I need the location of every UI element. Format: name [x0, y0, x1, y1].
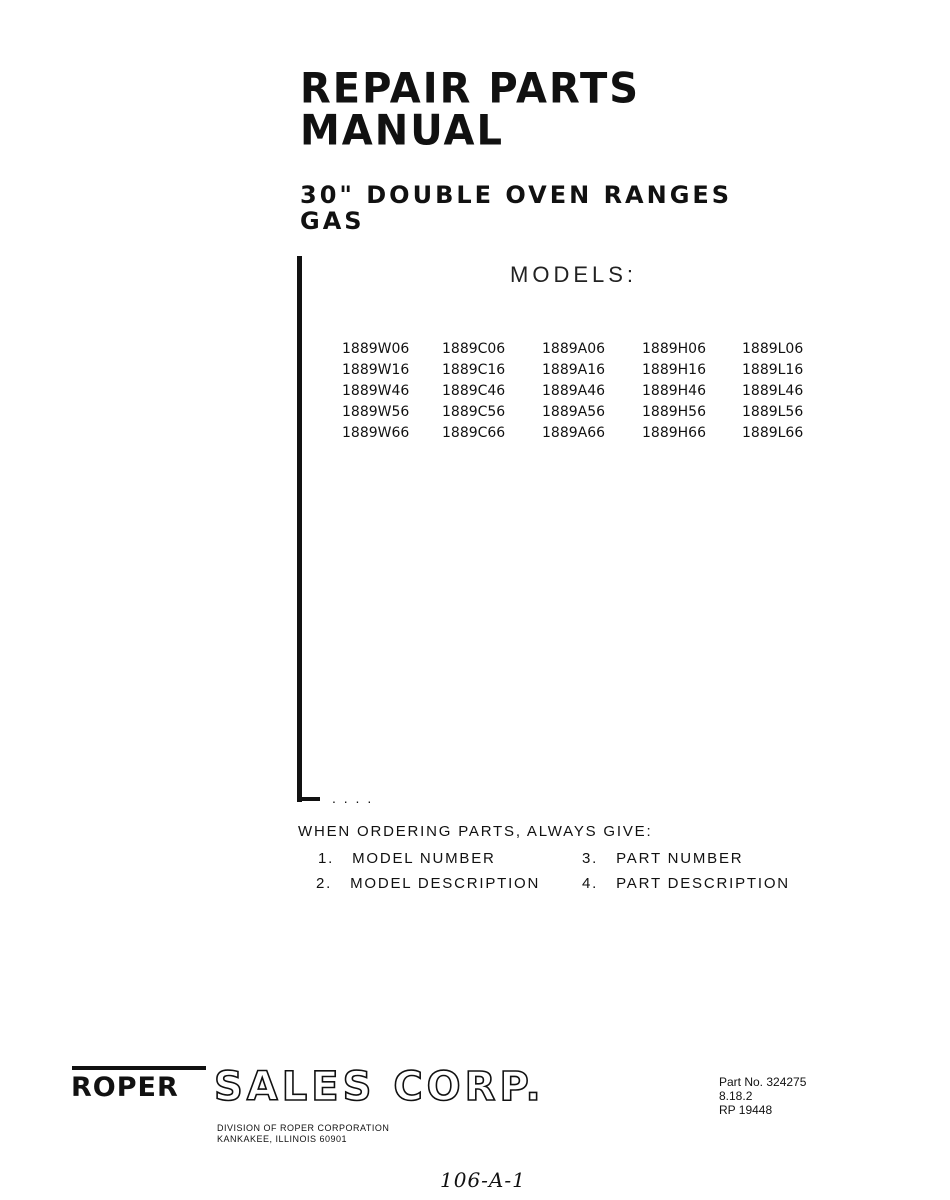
bracket-horizontal-rule: [297, 797, 320, 801]
ordering-item-number: 3.: [582, 850, 599, 867]
model-number: 1889L06: [742, 341, 804, 357]
subtitle-line-2: GAS: [300, 207, 365, 235]
model-number: 1889W66: [342, 425, 410, 441]
model-number: 1889H16: [642, 362, 706, 378]
ordering-item: [582, 850, 743, 867]
ordering-item-text: PART NUMBER: [616, 850, 744, 867]
ordering-item: [582, 875, 790, 892]
brand-division: DIVISION OF ROPER CORPORATION: [217, 1123, 390, 1133]
brand-rule: [72, 1066, 206, 1070]
bracket-vertical-rule: [297, 256, 302, 802]
ordering-item-number: 1.: [318, 850, 335, 867]
model-number: 1889C06: [442, 341, 506, 357]
model-number: 1889W16: [342, 362, 410, 378]
model-number: 1889L46: [742, 383, 804, 399]
model-number: 1889H66: [642, 425, 706, 441]
bracket-dots: . . . .: [332, 790, 374, 806]
model-number: 1889C16: [442, 362, 506, 378]
model-number: 1889W06: [342, 341, 410, 357]
document-title: [300, 64, 641, 156]
model-number: 1889L16: [742, 362, 804, 378]
sales-corp-logo: SALES CORP.: [214, 1064, 545, 1110]
model-number: 1889L66: [742, 425, 804, 441]
model-number: 1889L56: [742, 404, 804, 420]
model-number: 1889W46: [342, 383, 410, 399]
brand-address: [217, 1123, 389, 1145]
ordering-item-number: 2.: [316, 875, 333, 892]
model-number: 1889A56: [542, 404, 606, 420]
brand-location: KANKAKEE, ILLINOIS 60901: [217, 1134, 348, 1144]
ordering-item-text: PART DESCRIPTION: [616, 875, 790, 892]
model-number: 1889A16: [542, 362, 606, 378]
model-number: 1889H06: [642, 341, 706, 357]
ordering-item-number: 4.: [582, 875, 599, 892]
models-grid: [342, 340, 842, 442]
ordering-item: [318, 850, 496, 867]
roper-logo: ROPER: [71, 1072, 179, 1103]
title-line-1: REPAIR PARTS: [300, 64, 641, 114]
model-number: 1889A06: [542, 341, 606, 357]
rp-number: RP 19448: [719, 1103, 773, 1117]
part-info: [719, 1075, 806, 1117]
model-number: 1889C66: [442, 425, 506, 441]
model-number: 1889W56: [342, 404, 410, 420]
ordering-item-text: MODEL NUMBER: [352, 850, 496, 867]
models-heading: MODELS:: [510, 262, 638, 287]
title-line-2: MANUAL: [300, 106, 504, 156]
ordering-instructions-heading: WHEN ORDERING PARTS, ALWAYS GIVE:: [298, 823, 653, 840]
model-number: 1889A46: [542, 383, 606, 399]
ordering-item-text: MODEL DESCRIPTION: [350, 875, 541, 892]
part-date: 8.18.2: [719, 1089, 753, 1103]
model-number: 1889C56: [442, 404, 506, 420]
model-number: 1889A66: [542, 425, 606, 441]
document-subtitle: [300, 182, 732, 234]
handwritten-note: 106-A-1: [440, 1168, 526, 1192]
ordering-item: [316, 875, 540, 892]
subtitle-line-1: 30" DOUBLE OVEN RANGES: [300, 181, 733, 209]
model-number: 1889H46: [642, 383, 706, 399]
model-number: 1889C46: [442, 383, 506, 399]
part-number: Part No. 324275: [719, 1075, 807, 1089]
model-number: 1889H56: [642, 404, 706, 420]
